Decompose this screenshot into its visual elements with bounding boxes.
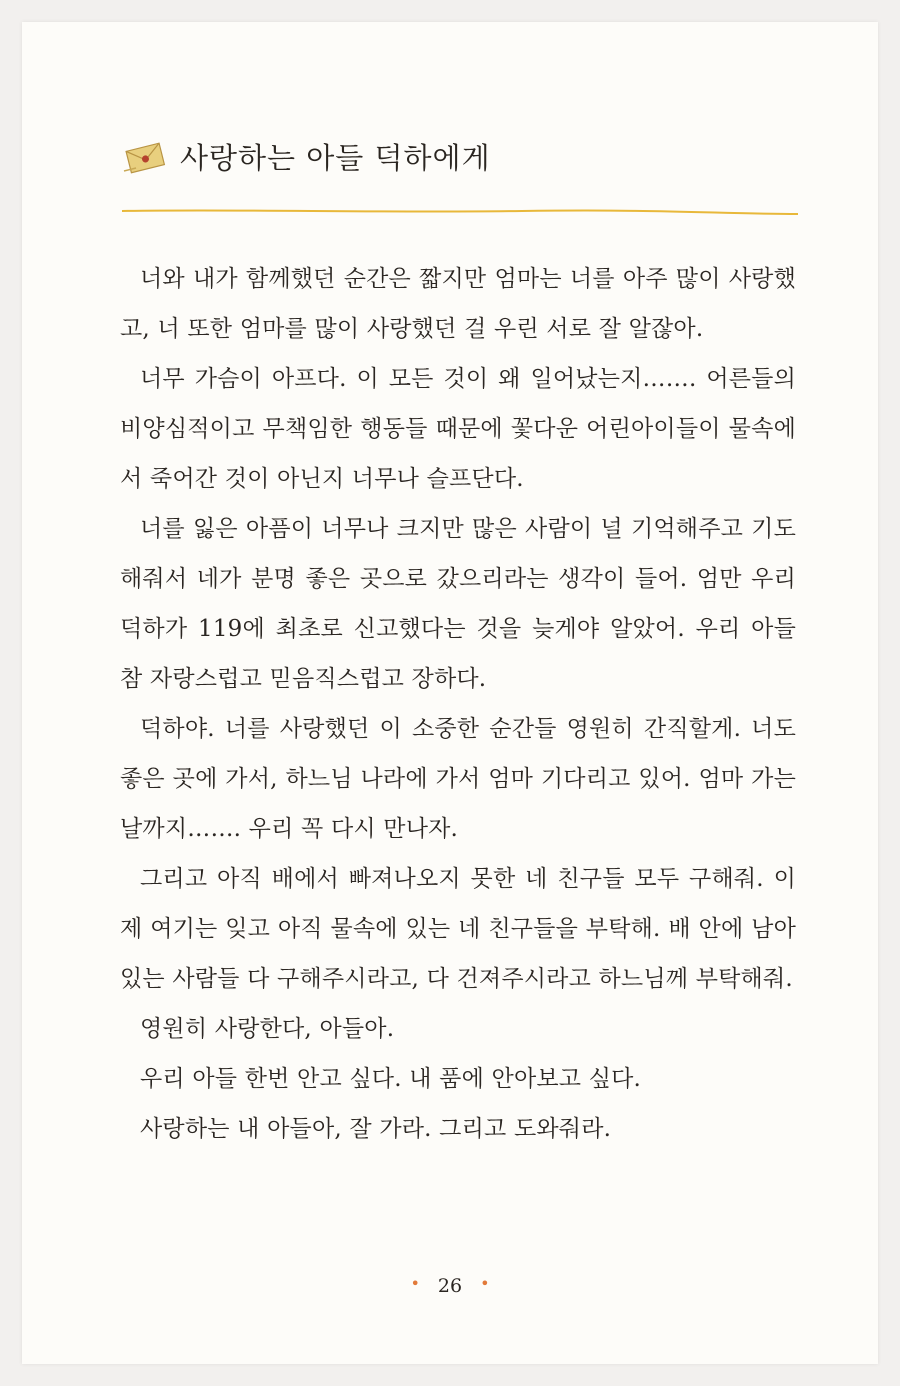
letter-title: 사랑하는 아들 덕하에게 [180,141,491,176]
dot-icon: • [410,1274,420,1293]
paragraph: 그리고 아직 배에서 빠져나오지 못한 네 친구들 모두 구해줘. 이제 여기는 잊고 아직 물속에 있는 네 친구들을 부탁해. 배 안에 남아 있는 사람들 다 구해주시라고, 다 건져주시라고 하느님께 부탁해줘. [120,866,796,992]
dot-icon: • [480,1274,490,1293]
paragraph: 사랑하는 내 아들아, 잘 가라. 그리고 도와줘라. [140,1116,612,1142]
book-page [22,22,878,1364]
paragraph: 너무 가슴이 아프다. 이 모든 것이 왜 일어났는지……. 어른들의 비양심적이고 무책임한 행동들 때문에 꽃다운 어린아이들이 물속에서 죽어간 것이 아닌지 너무나 슬프단다. [120,366,796,492]
page-footer [22,1274,878,1297]
paragraph: 너를 잃은 아픔이 너무나 크지만 많은 사람이 널 기억해주고 기도해줘서 네가 분명 좋은 곳으로 갔으리라는 생각이 들어. 엄만 우리 덕하가 119에 최초로 신고했다는 것을 늦게야 알았어. 우리 아들 참 자랑스럽고 믿음직스럽고 장하다. [120,516,796,692]
page-number: 26 [437,1275,463,1297]
paragraph: 영원히 사랑한다, 아들아. [140,1016,395,1042]
letter-body [120,254,796,1154]
letter-header [122,117,491,197]
title-divider [122,202,798,222]
paragraph: 덕하야. 너를 사랑했던 이 소중한 순간들 영원히 간직할게. 너도 좋은 곳에 가서, 하느님 나라에 가서 엄마 기다리고 있어. 엄마 가는 날까지……. 우리 꼭 다시 만나자. [120,716,796,842]
paragraph: 너와 내가 함께했던 순간은 짧지만 엄마는 너를 아주 많이 사랑했고, 너 또한 엄마를 많이 사랑했던 걸 우린 서로 잘 알잖아. [120,266,796,342]
envelope-icon [122,137,168,177]
paragraph: 우리 아들 한번 안고 싶다. 내 품에 안아보고 싶다. [140,1066,642,1092]
